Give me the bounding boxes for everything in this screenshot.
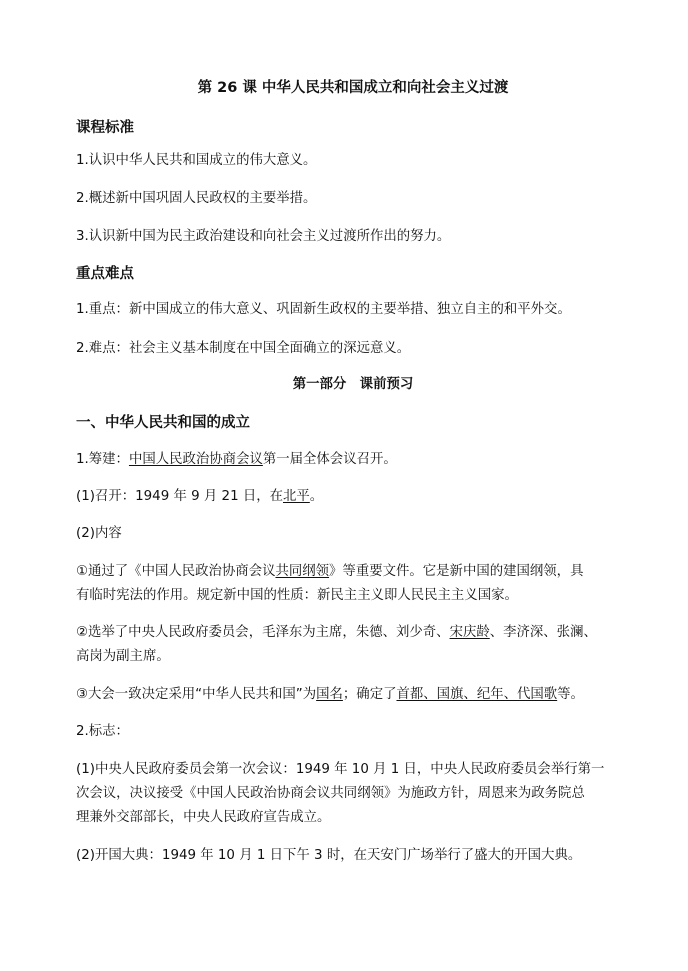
c1-prefix: ①通过了《中国人民政治协商会议 xyxy=(76,564,276,579)
c3-suffix: 等。 xyxy=(557,687,584,702)
sign-item-1-line2: 次会议，决议接受《中国人民政治协商会议共同纲领》为施政方针，周恩来为政务院总 xyxy=(76,786,585,801)
open-underlined: 北平 xyxy=(283,489,310,504)
c2-underlined: 宋庆龄 xyxy=(449,625,490,640)
c1-underlined: 共同纲领 xyxy=(275,564,330,579)
content-item-1-line2: 有临时宪法的作用。规定新中国的性质：新民主主义即人民民主主义国家。 xyxy=(76,588,518,603)
prep-underlined: 中国人民政治协商会议 xyxy=(128,452,263,467)
preparation-line xyxy=(76,448,630,472)
keypoints-item-2: 2.难点：社会主义基本制度在中国全面确立的深远意义。 xyxy=(76,341,411,356)
open-prefix: (1)召开：1949 年 9 月 21 日，在 xyxy=(76,489,284,504)
keypoints-item-1: 1.重点：新中国成立的伟大意义、巩固新生政权的主要举措、独立自主的和平外交。 xyxy=(76,302,571,317)
c3-mid: ；确定了 xyxy=(342,687,397,702)
c1-suffix: 》等重要文件。它是新中国的建国纲领，具 xyxy=(329,564,584,579)
prep-prefix: 1.筹建： xyxy=(76,452,129,467)
c2-suffix: 、李济深、张澜、 xyxy=(489,625,597,640)
open-suffix: 。 xyxy=(309,489,324,504)
c3-prefix: ③大会一致决定采用“中华人民共和国”为 xyxy=(76,687,317,702)
content-item-1-line1 xyxy=(76,560,630,584)
content-item-2-line2: 高岗为副主席。 xyxy=(76,649,170,664)
standards-heading: 课程标准 xyxy=(76,120,134,136)
content-label: (2)内容 xyxy=(76,526,122,541)
keypoints-heading: 重点难点 xyxy=(76,266,134,282)
content-item-3 xyxy=(76,683,630,707)
part-title: 第一部分 课前预习 xyxy=(292,377,414,392)
lesson-title: 第 26 课 中华人民共和国成立和向社会主义过渡 xyxy=(197,80,509,96)
sign-item-1-line3: 理兼外交部部长，中央人民政府宣告成立。 xyxy=(76,810,331,825)
prep-suffix: 第一届全体会议召开。 xyxy=(262,452,397,467)
standards-item-2: 2.概述新中国巩固人民政权的主要举措。 xyxy=(76,191,317,206)
sign-item-2: (2)开国大典：1949 年 10 月 1 日下午 3 时，在天安门广场举行了盛大的开国大典。 xyxy=(76,848,582,863)
opening-line xyxy=(76,485,630,509)
sign-item-1-line1: (1)中央人民政府委员会第一次会议：1949 年 10 月 1 日，中央人民政府委员会举行第一 xyxy=(76,762,605,777)
c3-underlined-2: 首都、国旗、纪年、代国歌 xyxy=(396,687,558,702)
c2-prefix: ②选举了中央人民政府委员会，毛泽东为主席，朱德、刘少奇、 xyxy=(76,625,450,640)
standards-item-3: 3.认识新中国为民主政治建设和向社会主义过渡所作出的努力。 xyxy=(76,229,451,244)
standards-item-1: 1.认识中华人民共和国成立的伟大意义。 xyxy=(76,153,317,168)
content-item-2-line1 xyxy=(76,621,630,645)
c3-underlined-1: 国名 xyxy=(316,687,343,702)
section-heading: 一、中华人民共和国的成立 xyxy=(76,415,250,431)
sign-label: 2.标志： xyxy=(76,724,129,739)
